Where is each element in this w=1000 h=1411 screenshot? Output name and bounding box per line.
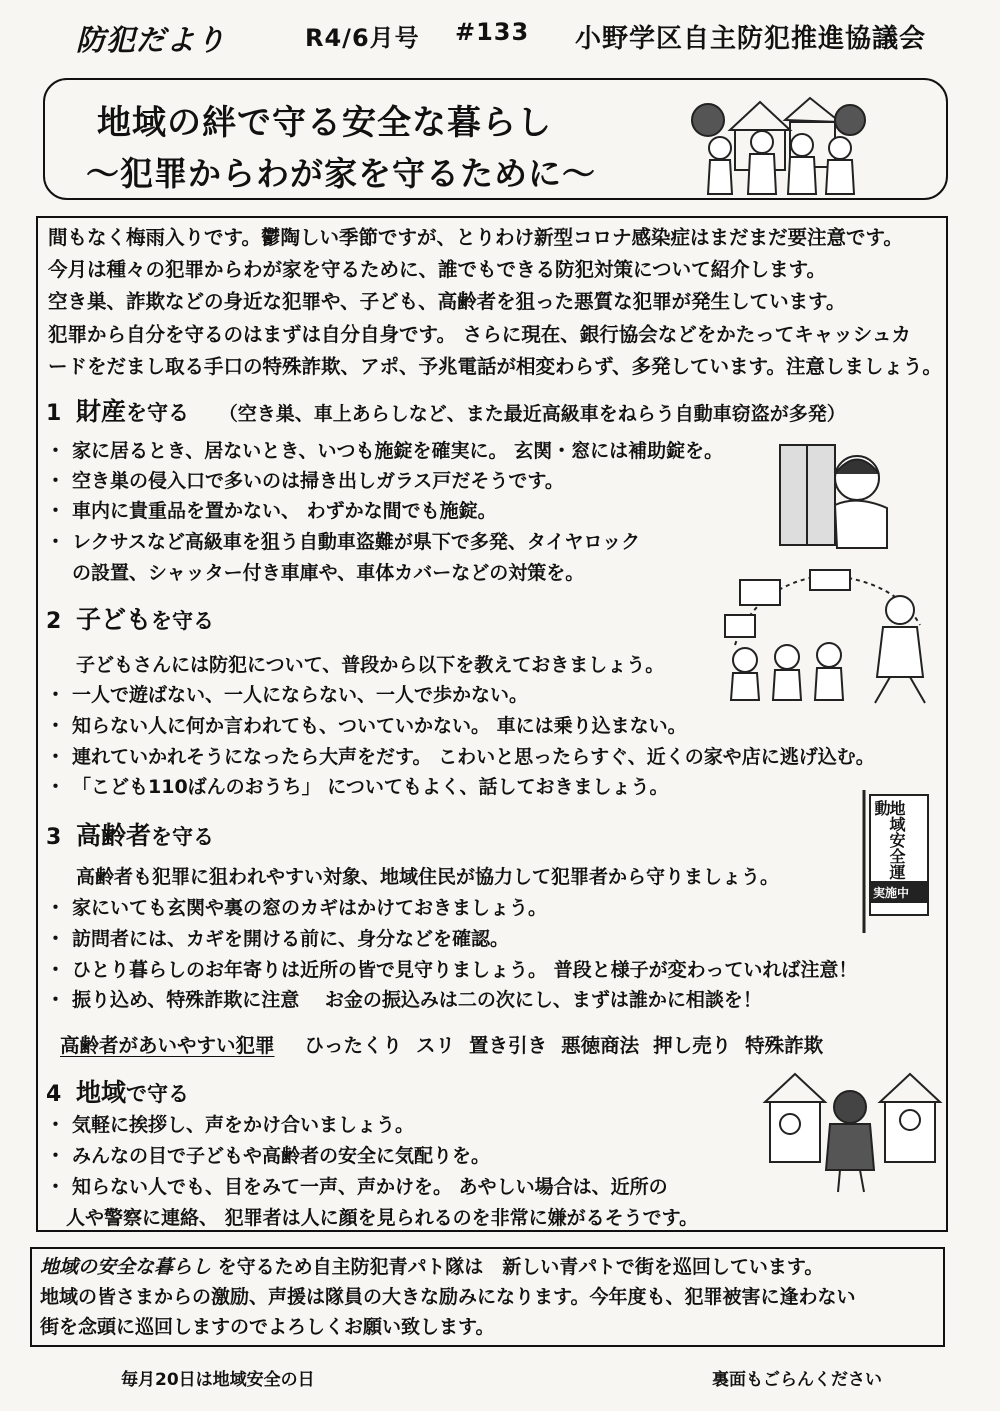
issue-number: #133 (455, 18, 530, 46)
notice-line: 地域の安全な暮らし を守るため自主防犯青パト隊は 新しい青パトで街を巡回しています。 (40, 1256, 824, 1278)
window-lock-illustration (775, 440, 895, 552)
list-item: ・ 振り込め、特殊詐欺に注意 お金の振込みは二の次にし、まずは誰かに相談を！ (46, 989, 762, 1011)
footer-safety-day: 毎月20日は地域安全の日 (121, 1370, 315, 1390)
section-lead: 高齢者も犯罪に狙われやすい対象、地域住民が協力して犯罪者から守りましょう。 (76, 866, 780, 888)
section-4-heading (46, 1073, 189, 1109)
section-3-heading (46, 816, 214, 852)
section-title-suffix: を守る (126, 401, 190, 425)
section-title-main: 高齢者 (76, 821, 152, 850)
section-title-suffix: で守る (126, 1082, 190, 1106)
section-2-heading (46, 600, 214, 636)
section-title-suffix: を守る (151, 609, 215, 633)
banner-subtitle: ～犯罪からわが家を守るために～ (86, 154, 596, 193)
list-item: ・ レクサスなど高級車を狙う自動車盗難が県下で多発、タイヤロック (46, 531, 641, 553)
list-item: ・ 家に居るとき、居ないとき、いつも施錠を確実に。 玄関・窓には補助錠を。 (46, 440, 724, 462)
list-item: ・ 車内に貴重品を置かない、 わずかな間でも施錠。 (46, 500, 497, 522)
list-item: ・ 一人で遊ばない、一人にならない、一人で歩かない。 (46, 684, 529, 706)
crime-item: 特殊詐欺 (745, 1034, 824, 1057)
section-number: 4 (46, 1082, 62, 1107)
footer-see-reverse: 裏面もごらんください (712, 1370, 882, 1390)
newsletter-title: 防犯だより (76, 23, 227, 57)
intro-paragraph (48, 222, 942, 383)
intro-line: ードをだまし取る手口の特殊詐欺、アポ、予兆電話が相変わらず、多発しています。注意しましょう。 (48, 354, 942, 378)
list-item: ・ 訪問者には、カギを開ける前に、身分などを確認。 (46, 928, 510, 950)
section-1-heading (46, 392, 846, 428)
issue-label: R4/6月号 (305, 24, 420, 52)
community-group-illustration (690, 90, 870, 198)
section-number: 3 (46, 825, 62, 850)
crime-item: 悪徳商法 (561, 1034, 640, 1057)
list-item: ・ みんなの目で子どもや高齢者の安全に気配りを。 (46, 1145, 491, 1167)
neighborhood-watch-illustration (760, 1062, 945, 1197)
notice-line: 街を念頭に巡回しますのでよろしくお願い致します。 (40, 1316, 495, 1338)
list-item: ・ 「こども110ばんのおうち」 についてもよく、話しておきましょう。 (46, 776, 669, 798)
list-item-continued: の設置、シャッター付き車庫や、車体カバーなどの対策を。 (72, 562, 585, 584)
section-lead: 子どもさんには防犯について、普段から以下を教えておきましょう。 (76, 654, 665, 676)
notice-emphasis: 地域の安全な暮らし (40, 1256, 212, 1278)
intro-line: 犯罪から自分を守るのはまずは自分自身です。 さらに現在、銀行協会などをかたってキャッシュカ (48, 322, 911, 346)
section-number: 1 (46, 401, 62, 426)
crime-item: ひったくり (304, 1034, 403, 1057)
crime-item: 押し売り (653, 1034, 732, 1057)
patrol-notice (40, 1252, 940, 1342)
crime-item: スリ (416, 1034, 456, 1057)
intro-line: 空き巣、詐欺などの身近な犯罪や、子ども、高齢者を狙った悪質な犯罪が発生しています。 (48, 290, 846, 314)
intro-line: 今月は種々の犯罪からわが家を守るために、誰でもできる防犯対策について紹介します。 (48, 258, 827, 282)
section-title-main: 子ども (76, 605, 152, 634)
list-item: ・ 家にいても玄関や裏の窓のカギはかけておきましょう。 (46, 897, 548, 919)
crime-item: 置き引き (469, 1034, 548, 1057)
children-walking-illustration (715, 565, 940, 705)
list-item: ・ ひとり暮らしのお年寄りは近所の皆で見守りましょう。 普段と様子が変わっていれば注意！ (46, 959, 858, 981)
notice-line: 地域の皆さまからの激励、声援は隊員の大きな励みになります。今年度も、犯罪被害に逢わない (40, 1286, 856, 1308)
section-number: 2 (46, 609, 62, 634)
elderly-crimes-list (60, 1030, 837, 1058)
banner-title: 地域の絆で守る安全な暮らし (97, 103, 552, 143)
section-note: （空き巣、車上あらしなど、また最近高級車をねらう自動車窃盗が多発） (218, 403, 846, 425)
organization-name: 小野学区自主防犯推進協議会 (575, 24, 927, 54)
section-title-suffix: を守る (151, 825, 215, 849)
banner-flag-text: 地域安全運動 (872, 800, 906, 880)
list-item: ・ 知らない人に何か言われても、ついていかない。 車には乗り込まない。 (46, 715, 687, 737)
list-item: ・ 空き巣の侵入口で多いのは掃き出しガラス戸だそうです。 (46, 470, 564, 492)
banner-flag-status: 実施中 (873, 886, 910, 900)
intro-line: 間もなく梅雨入りです。鬱陶しい季節ですが、とりわけ新型コロナ感染症はまだまだ要注意です。 (48, 226, 903, 249)
section-title-main: 財産 (76, 397, 127, 426)
list-item: ・ 連れていかれそうになったら大声をだす。 こわいと思ったらすぐ、近くの家や店に逃げ込む。 (46, 746, 875, 768)
section-title-main: 地域 (76, 1078, 127, 1107)
list-item: ・ 気軽に挨拶し、声をかけ合いましょう。 (46, 1114, 415, 1136)
crimes-label: 高齢者があいやすい犯罪 (60, 1034, 275, 1057)
list-item-continued: 人や警察に連絡、 犯罪者は人に顔を見られるのを非常に嫌がるそうです。 (66, 1207, 699, 1229)
list-item: ・ 知らない人でも、目をみて一声、声かけを。 あやしい場合は、近所の (46, 1176, 668, 1198)
